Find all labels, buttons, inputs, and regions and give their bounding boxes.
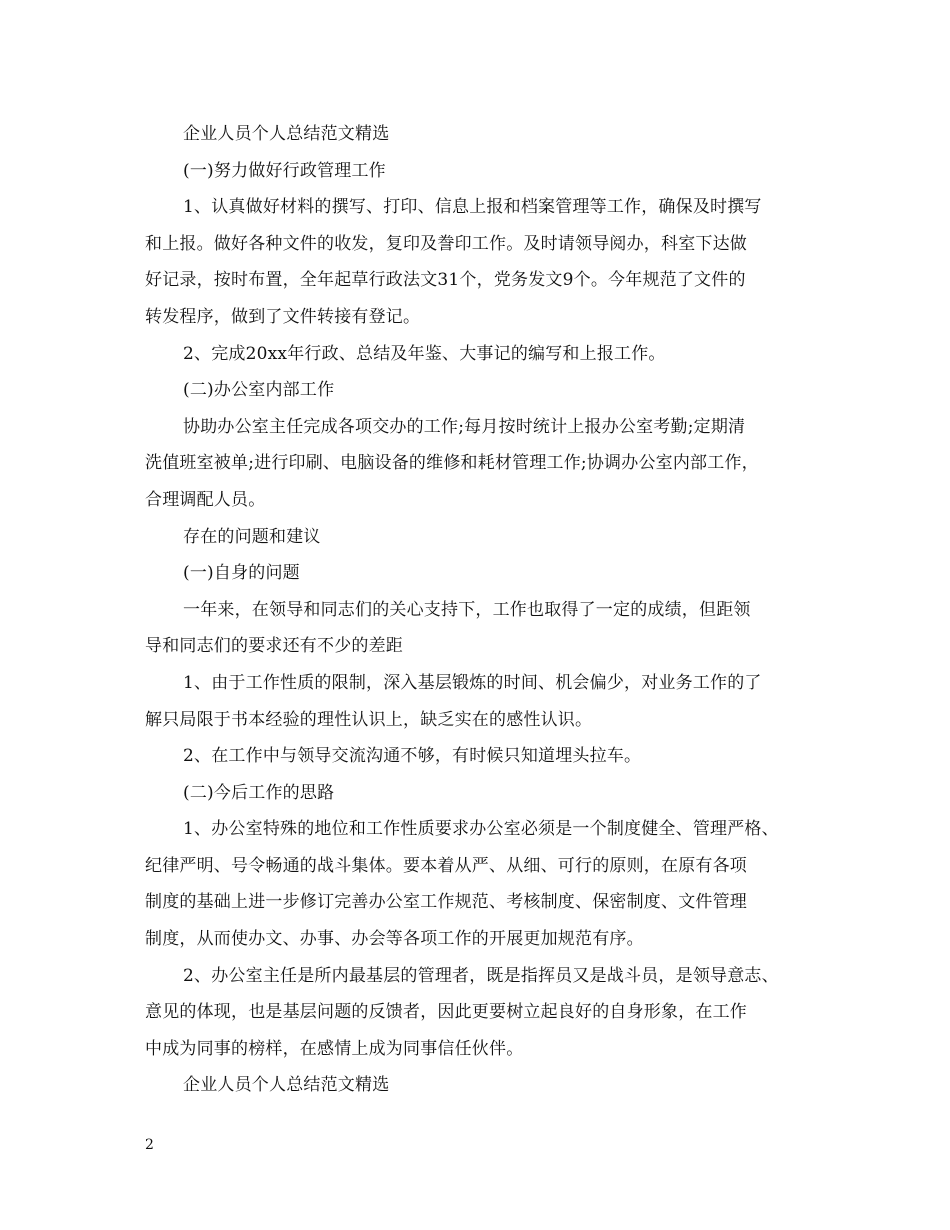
text-line: 洗值班室被单;进行印刷、电脑设备的维修和耗材管理工作;协调办公室内部工作， bbox=[145, 453, 759, 474]
text-line: 1、由于工作性质的限制，深入基层锻炼的时间、机会偏少，对业务工作的了 bbox=[183, 672, 762, 693]
text-line: (一)努力做好行政管理工作 bbox=[183, 160, 386, 181]
text-line: (二)办公室内部工作 bbox=[183, 380, 335, 401]
text-line: 合理调配人员。 bbox=[145, 489, 266, 510]
text-line: 和上报。做好各种文件的收发，复印及誊印工作。及时请领导阅办，科室下达做 bbox=[145, 233, 747, 254]
page-number: 2 bbox=[145, 1137, 154, 1153]
text-line: 存在的问题和建议 bbox=[183, 526, 321, 547]
text-line: 一年来，在领导和同志们的关心支持下，工作也取得了一定的成绩，但距领 bbox=[183, 599, 751, 620]
text-line: 意见的体现，也是基层问题的反馈者，因此更要树立起良好的自身形象，在工作 bbox=[145, 1002, 747, 1023]
text-line: 纪律严明、号令畅通的战斗集体。要本着从严、从细、可行的原则，在原有各项 bbox=[145, 855, 747, 876]
text-line: 1、认真做好材料的撰写、打印、信息上报和档案管理等工作，确保及时撰写 bbox=[183, 197, 762, 218]
text-line: 制度的基础上进一步修订完善办公室工作规范、考核制度、保密制度、文件管理 bbox=[145, 892, 747, 913]
text-line: 解只局限于书本经验的理性认识上，缺乏实在的感性认识。 bbox=[145, 709, 593, 730]
text-line: 转发程序，做到了文件转接有登记。 bbox=[145, 306, 421, 327]
text-line: 企业人员个人总结范文精选 bbox=[183, 124, 390, 144]
text-line: 协助办公室主任完成各项交办的工作;每月按时统计上报办公室考勤;定期清 bbox=[183, 416, 746, 437]
text-line: (二)今后工作的思路 bbox=[183, 782, 335, 803]
text-line: 中成为同事的榜样，在感情上成为同事信任伙伴。 bbox=[145, 1038, 524, 1059]
text-line: 好记录，按时布置，全年起草行政法文31个，党务发文9个。今年规范了文件的 bbox=[145, 270, 746, 291]
text-line: 2、办公室主任是所内最基层的管理者，既是指挥员又是战斗员，是领导意志、 bbox=[183, 965, 779, 986]
text-line: 制度，从而使办文、办事、办会等各项工作的开展更加规范有序。 bbox=[145, 929, 644, 950]
text-line: 企业人员个人总结范文精选 bbox=[183, 1075, 390, 1096]
text-line: 导和同志们的要求还有不少的差距 bbox=[145, 636, 403, 657]
text-line: (一)自身的问题 bbox=[183, 563, 300, 584]
text-line: 2、完成20xx年行政、总结及年鉴、大事记的编写和上报工作。 bbox=[183, 343, 666, 364]
text-line: 1、办公室特殊的地位和工作性质要求办公室必须是一个制度健全、管理严格、 bbox=[183, 819, 779, 840]
text-line: 2、在工作中与领导交流沟通不够，有时候只知道埋头拉车。 bbox=[183, 746, 642, 767]
document-body bbox=[145, 116, 815, 1104]
